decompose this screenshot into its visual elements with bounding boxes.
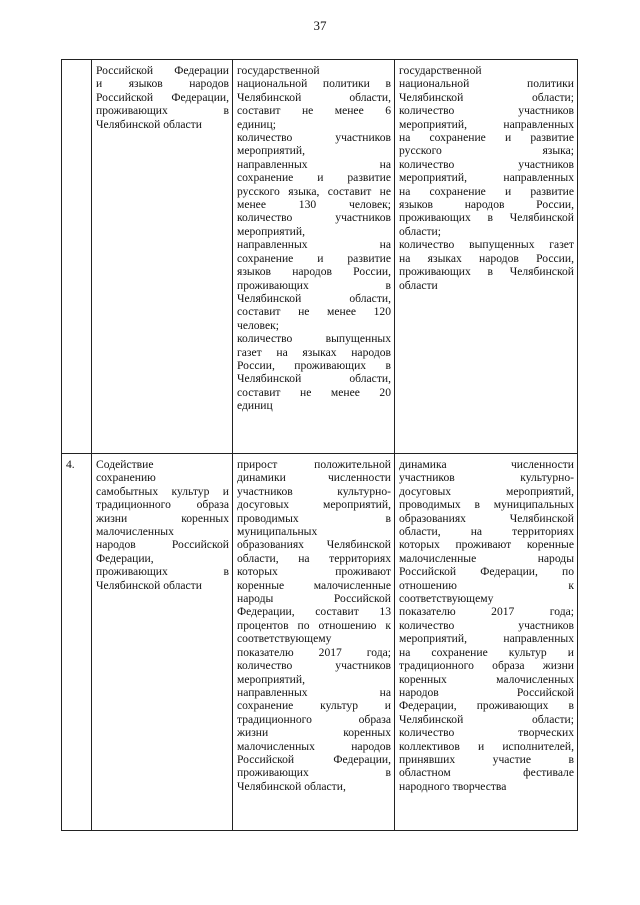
task-cell bbox=[92, 60, 233, 454]
cell-line: традиционного образа bbox=[96, 498, 229, 512]
cell-line: Челябинской области; bbox=[399, 90, 574, 104]
cell-line: человек; bbox=[237, 318, 279, 332]
cell-line: Федерации, проживающих в bbox=[399, 699, 574, 713]
cell-line: досуговых мероприятий, bbox=[399, 484, 574, 498]
cell-line: мероприятий, направленных bbox=[399, 171, 574, 185]
cell-line: количество участников bbox=[399, 618, 574, 632]
cell-line: малочисленные народы bbox=[399, 551, 574, 565]
cell-line: которых проживают коренные bbox=[399, 538, 574, 552]
cell-line: показателю 2017 года; bbox=[237, 645, 391, 659]
cell-line: сохранение и развитие bbox=[237, 171, 391, 185]
cell-line: коренных малочисленных bbox=[399, 672, 574, 686]
cell-line: сохранение и развитие bbox=[237, 251, 391, 265]
cell-line: количество участников bbox=[237, 131, 391, 145]
table-row bbox=[62, 454, 578, 831]
cell-line: направленных на bbox=[237, 685, 391, 699]
cell-line: соответствующему bbox=[237, 632, 332, 646]
cell-line: коллективов и исполнителей, bbox=[399, 739, 574, 753]
cell-line: Челябинской области, bbox=[237, 372, 391, 386]
cell-line: Содействие bbox=[96, 458, 154, 471]
cell-line: и языков народов bbox=[96, 77, 229, 91]
cell-line: составит не менее 20 bbox=[237, 385, 391, 399]
cell-line: составит не менее 6 bbox=[237, 104, 391, 118]
cell-line: Челябинской области, bbox=[237, 779, 346, 793]
cell-line: Российской Федерации bbox=[96, 64, 229, 77]
cell-line: направленных на bbox=[237, 157, 391, 171]
cell-line: области, на территориях bbox=[399, 525, 574, 539]
cell-line: языков народов России, bbox=[399, 198, 574, 212]
cell-line: динамика численности bbox=[399, 458, 574, 471]
cell-line: единиц bbox=[237, 399, 273, 413]
cell-line: участников культурно- bbox=[237, 484, 391, 498]
cell-line: Российской Федерации, по bbox=[399, 565, 574, 579]
cell-line: области; bbox=[399, 224, 441, 238]
cell-line: Челябинской области; bbox=[399, 712, 574, 726]
cell-line: проживающих в bbox=[237, 278, 391, 292]
cell-line: государственной bbox=[237, 64, 320, 77]
cell-line: традиционного образа жизни bbox=[399, 659, 574, 673]
cell-line: народы Российской bbox=[237, 592, 391, 606]
cell-line: проживающих в Челябинской bbox=[399, 211, 574, 225]
cell-line: муниципальных bbox=[237, 525, 318, 539]
cell-line: мероприятий, bbox=[237, 224, 305, 238]
cell-line: мероприятий, bbox=[237, 144, 305, 158]
cell-line: областном фестивале bbox=[399, 766, 574, 780]
indicator-name-cell bbox=[395, 60, 578, 454]
cell-line: традиционного образа bbox=[237, 712, 391, 726]
cell-line: национальной политики в bbox=[237, 77, 391, 91]
cell-line: сохранение культур и bbox=[237, 699, 391, 713]
row-number-cell bbox=[62, 60, 92, 454]
cell-line: участников культурно- bbox=[399, 471, 574, 485]
cell-line: самобытных культур и bbox=[96, 484, 229, 498]
cell-line: досуговых мероприятий, bbox=[237, 498, 391, 512]
cell-line: прирост положительной bbox=[237, 458, 391, 471]
cell-line: менее 130 человек; bbox=[237, 198, 391, 212]
cell-line: Челябинской области bbox=[96, 578, 202, 592]
cell-line: количество участников bbox=[237, 659, 391, 673]
cell-line: на сохранение и развитие bbox=[399, 184, 574, 198]
cell-line: отношению к bbox=[399, 578, 574, 592]
cell-line: Российской Федерации, bbox=[96, 90, 229, 104]
cell-line: направленных на bbox=[237, 238, 391, 252]
cell-line: Челябинской области, bbox=[237, 291, 391, 305]
cell-line: жизни коренных bbox=[96, 511, 229, 525]
cell-line: национальной политики bbox=[399, 77, 574, 91]
indicator-value-cell bbox=[233, 60, 395, 454]
cell-line: России, проживающих в bbox=[237, 358, 391, 372]
cell-line: единиц; bbox=[237, 117, 276, 131]
cell-line: народного творчества bbox=[399, 779, 507, 793]
cell-line: Федерации, bbox=[96, 551, 154, 565]
cell-line: количество участников bbox=[237, 211, 391, 225]
table-row bbox=[62, 60, 578, 454]
cell-line: количество выпущенных bbox=[237, 332, 391, 346]
cell-line: коренные малочисленные bbox=[237, 578, 391, 592]
cell-line: газет на языках народов bbox=[237, 345, 391, 359]
cell-line: малочисленных bbox=[96, 525, 174, 539]
cell-line: сохранению bbox=[96, 471, 156, 485]
cell-line: составит не менее 120 bbox=[237, 305, 391, 319]
cell-line: проживающих в bbox=[96, 104, 229, 118]
cell-line: на сохранение культур и bbox=[399, 645, 574, 659]
cell-line: Федерации, составит 13 bbox=[237, 605, 391, 619]
cell-line: области bbox=[399, 278, 438, 292]
document-table bbox=[61, 59, 578, 831]
cell-line: проживающих в Челябинской bbox=[399, 265, 574, 279]
cell-line: языков народов России, bbox=[237, 265, 391, 279]
cell-line: народов Российской bbox=[399, 685, 574, 699]
cell-line: мероприятий, направленных bbox=[399, 632, 574, 646]
cell-line: динамики численности bbox=[237, 471, 391, 485]
cell-line: проживающих в bbox=[237, 766, 391, 780]
cell-line: области, на территориях bbox=[237, 551, 391, 565]
cell-line: количество участников bbox=[399, 104, 574, 118]
cell-line: количество выпущенных газет bbox=[399, 238, 574, 252]
cell-line: образованиях Челябинской bbox=[399, 511, 574, 525]
cell-line: народов Российской bbox=[96, 538, 229, 552]
cell-line: образованиях Челябинской bbox=[237, 538, 391, 552]
indicator-value-cell bbox=[233, 454, 395, 831]
cell-line: количество творческих bbox=[399, 726, 574, 740]
cell-line: мероприятий, направленных bbox=[399, 117, 574, 131]
cell-line: русского языка; bbox=[399, 144, 574, 158]
cell-line: которых проживают bbox=[237, 565, 391, 579]
cell-line: принявших участие в bbox=[399, 752, 574, 766]
cell-line: соответствующему bbox=[399, 592, 494, 606]
cell-line: жизни коренных bbox=[237, 726, 391, 740]
cell-line: количество участников bbox=[399, 157, 574, 171]
cell-line: Российской Федерации, bbox=[237, 752, 391, 766]
cell-line: показателю 2017 года; bbox=[399, 605, 574, 619]
cell-line: русского языка, составит не bbox=[237, 184, 391, 198]
cell-line: Челябинской области, bbox=[237, 90, 391, 104]
cell-line: государственной bbox=[399, 64, 482, 77]
cell-line: малочисленных народов bbox=[237, 739, 391, 753]
cell-line: процентов по отношению к bbox=[237, 618, 391, 632]
cell-line: проводимых в муниципальных bbox=[399, 498, 574, 512]
task-cell bbox=[92, 454, 233, 831]
cell-line: на сохранение и развитие bbox=[399, 131, 574, 145]
cell-line: на языках народов России, bbox=[399, 251, 574, 265]
cell-line: проживающих в bbox=[96, 565, 229, 579]
row-number-cell: 4. bbox=[62, 454, 92, 831]
cell-line: мероприятий, bbox=[237, 672, 305, 686]
page-number: 37 bbox=[313, 18, 327, 33]
cell-line: Челябинской области bbox=[96, 117, 202, 131]
indicator-name-cell bbox=[395, 454, 578, 831]
cell-line: проводимых в bbox=[237, 511, 391, 525]
